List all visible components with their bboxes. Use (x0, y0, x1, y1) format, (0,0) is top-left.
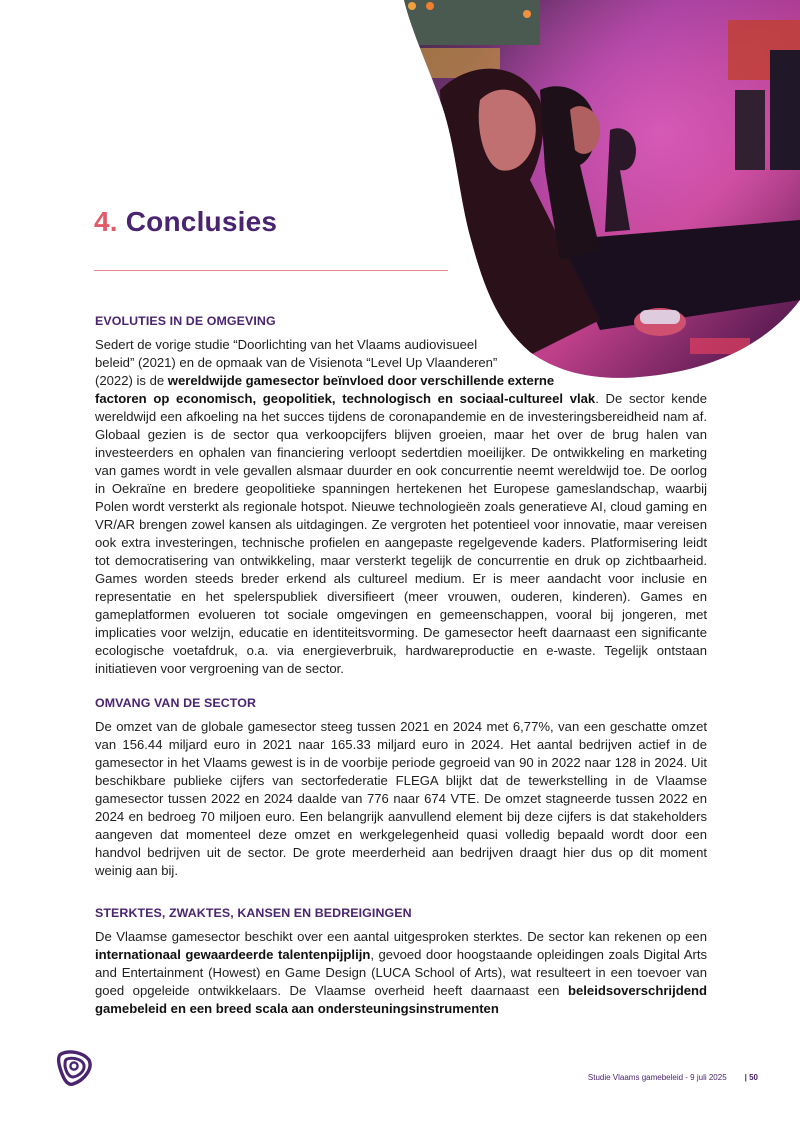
section-body-omvang: De omzet van de globale gamesector steeg tussen 2021 en 2024 met 6,77%, van een geschatte omzet van 156.44 miljard euro in 2021 naar 165.33 miljard euro in 2024. Het aantal bedrijven actief in de gamesector in het Vlaams gewest is in de voorbije periode gegroeid van 90 in 2022 naar 128 in 2024. Uit beschikbare publieke cijfers van sectorfederatie FLEGA blijkt dat de tewerkstelling in de Vlaamse gamesector tussen 2022 en 2024 daalde van 776 naar 674 VTE. De omzet stagneerde tussen 2022 en 2024 en bedroeg 70 miljoen euro. Een belangrijk aanvullend element bij deze cijfers is dat stakeholders aangeven dat momenteel deze omzet en werkgelegenheid quasi volledig bepaald wordt door een handvol bedrijven uit de sector. De grote meerderheid aan bedrijven draagt hier dus op dit moment weinig aan bij. (95, 719, 707, 878)
page-footer (588, 1073, 758, 1082)
section-body-evoluties: factoren op economisch, geopolitiek, technologisch en sociaal-cultureel vlak. De sector kende wereldwijd een afkoeling na het succes tijdens de coronapandemie en de investeringsbereidheid nam af. Globaal gezien is de sector qua verkoopcijfers blijven groeien, maar het over de brug halen van investeerders en ophalen van financiering verloopt sedertdien moeilijker. De ontwikkeling en marketing van games wordt in vele gevallen alsmaar duurder en ook concurrentie neemt wereldwijd toe. De oorlog in Oekraïne en bredere geopolitieke spanningen hertekenen het Europese gameslandschap, waarbij Polen wordt versterkt als regionale hotspot. Nieuwe technologieën zoals generatieve AI, cloud gaming en VR/AR brengen zowel kansen als uitdagingen. Ze vergroten het potentieel voor innovatie, maar vereisen ook extra investeringen, technische profielen en aangepaste regelgevende kaders. Platformisering leidt tot democratisering van ontwikkeling, maar versterkt tegelijk de concurrentie en druk op zichtbaarheid. Games worden steeds breder erkend als cultureel medium. Er is meer aandacht voor inclusie en representatie en het spelerspubliek diversifieert (meer vrouwen, ouderen, kinderen). Games en gameplatformen evolueren tot sociale omgevingen en gemeenschappen, vooral bij jongeren, met implicaties voor welzijn, educatie en identiteitsvorming. De gamesector heeft daarnaast een significante ecologische voetafdruk, o.a. via energieverbruik, hardwareproductie en e-waste. Tegelijk ontstaan initiatieven voor vergroening van de sector. (95, 391, 707, 676)
section-heading-swot: STERKTES, ZWAKTES, KANSEN EN BEDREIGINGEN (95, 906, 412, 920)
section-heading-evoluties: EVOLUTIES IN DE OMGEVING (95, 314, 276, 328)
section-intro-evoluties: Sedert de vorige studie “Doorlichting van het Vlaams audiovisueel beleid” (2021) en de opmaak van de Visienota “Level Up Vlaanderen” (2022) is de wereldwijde gamesector beïnvloed door verschillende externe (95, 337, 555, 388)
page-number: | 50 (744, 1073, 758, 1082)
title-divider (94, 270, 448, 271)
chapter-title (94, 206, 277, 238)
chapter-number: 4. (94, 206, 118, 237)
chapter-title-text: Conclusies (125, 206, 278, 237)
section-body-swot: De Vlaamse gamesector beschikt over een aantal uitgesproken sterktes. De sector kan rekenen op een internationaal gewaardeerde talentenpijplijn, gevoed door hoogstaande opleidingen zoals Digital Arts and Entertainment (Howest) en Game Design (LUCA School of Arts), wat resulteert in een toevoer van goed opgeleide ontwikkelaars. De Vlaamse overheid heeft daarnaast een beleidsoverschrijdend gamebeleid en een breed scala aan ondersteuningsinstrumenten (95, 929, 707, 1016)
footer-document-title: Studie Vlaams gamebeleid - 9 juli 2025 (587, 1073, 727, 1082)
spiral-logo-icon (55, 1048, 93, 1086)
section-heading-omvang: OMVANG VAN DE SECTOR (95, 696, 257, 710)
